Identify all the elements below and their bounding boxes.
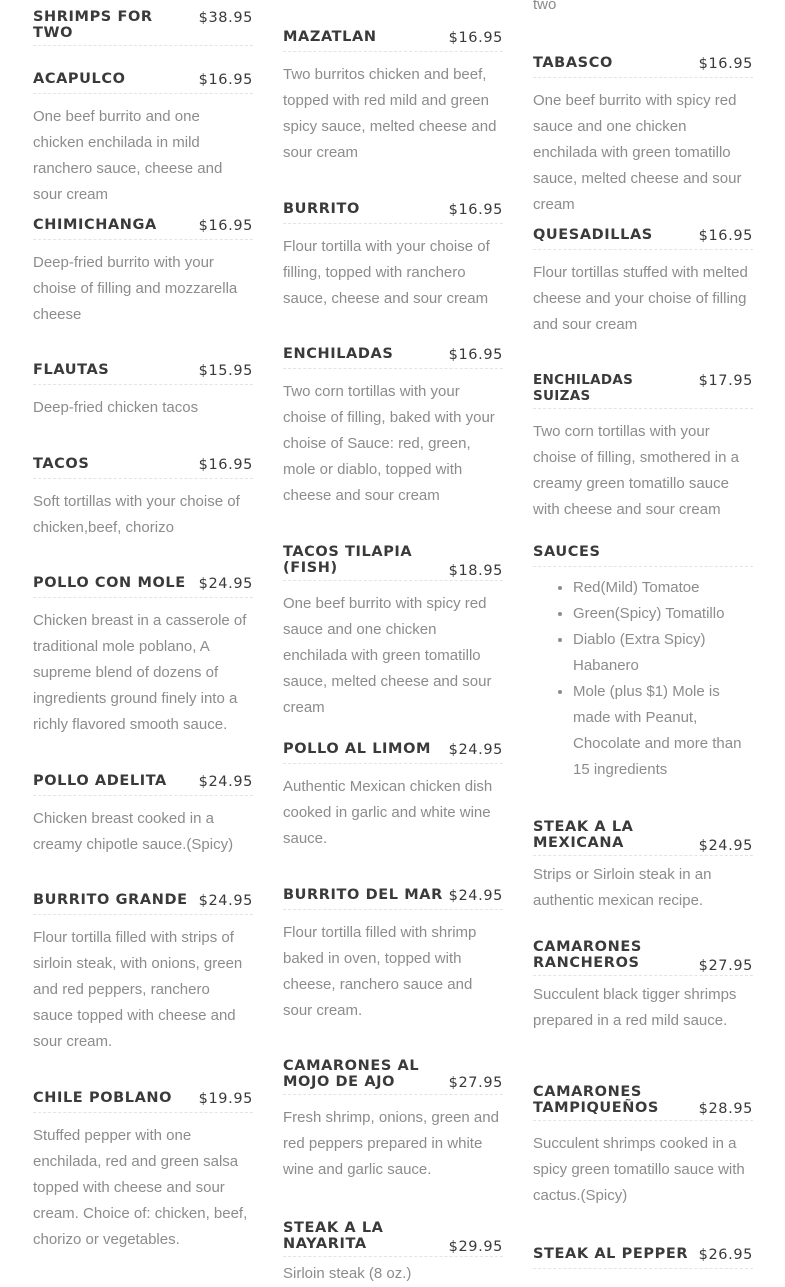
menu-item-price: $24.95 [198,893,253,909]
menu-item-price: $16.95 [698,228,753,244]
menu-item [533,227,753,338]
menu-item-header [33,575,253,598]
menu-item [33,892,253,1055]
description-fragment: two [533,0,557,13]
menu-item-description: One beef burrito and one chicken enchilada in mild ranchero sauce, cheese and sour cream [33,108,223,203]
menu-item [283,1220,503,1287]
menu-item-name: FLAUTAS [33,362,110,378]
menu-item-name: CHIMICHANGA [33,217,157,233]
menu-item-price: $16.95 [198,72,253,88]
menu-item [533,55,753,218]
menu-item-description: Strips or Sirloin steak in an authentic mexican recipe. [533,866,712,909]
menu-item-name: CHILE POBLANO [33,1090,173,1106]
sauce-item: • Red(Mild) Tomatoe [573,575,753,601]
menu-item-name: BURRITO GRANDE [33,892,188,908]
menu-item-description: One beef burrito with spicy red sauce and one chicken enchilada with green tomatillo sauce, melted cheese and sour cream [533,92,742,213]
menu-item [33,456,253,541]
menu-item-name: STEAK A LA MEXICANA [533,819,634,851]
menu-item-description: Flour tortillas stuffed with melted cheese and your choise of filling and sour cream [533,264,748,333]
menu-item-name: CAMARONES RANCHEROS [533,939,642,971]
menu-item-header [283,887,503,910]
menu-item [283,29,503,166]
menu-item [533,372,753,523]
menu-item-name: QUESADILLAS [533,227,653,243]
menu-item [33,217,253,328]
menu-item-description: Succulent shrimps cooked in a spicy green tomatillo sauce with cactus.(Spicy) [533,1135,745,1204]
menu-item [283,346,503,509]
sauces-title: SAUCES [533,544,601,560]
menu-item-description: Stuffed pepper with one enchilada, red and green salsa topped with cheese and sour cream. Choice of: chicken, beef, chorizo or vegetables. [33,1127,248,1248]
menu-item-price: $18.95 [448,563,503,579]
menu-item-description: Chicken breast cooked in a creamy chipotle sauce.(Spicy) [33,810,234,853]
menu-item-description: Flour tortilla filled with shrimp baked in oven, topped with cheese, ranchero sauce and sour cream. [283,924,477,1019]
menu-item-name: POLLO ADELITA [33,773,167,789]
menu-item-price: $16.95 [448,202,503,218]
menu-item-header [33,773,253,796]
sauces-list [533,575,753,783]
menu-item-header [283,544,503,581]
menu-item-description: Flour tortilla filled with strips of sirloin steak, with onions, green and red peppers, ranchero sauce topped with cheese and sour cream. [33,929,243,1050]
menu-item-description: Chicken breast in a casserole of traditional mole poblano, A supreme blend of dozens of ingredients ground finely into a richly flavored smooth sauce. [33,612,247,733]
menu-item-header [33,892,253,915]
menu-item-name: TABASCO [533,55,613,71]
menu-item-name: STEAK A LA NAYARITA [283,1220,384,1252]
menu-item-name: ENCHILADAS [283,346,394,362]
menu-item-header [33,362,253,385]
menu-item-description: Soft tortillas with your choise of chicken,beef, chorizo [33,493,240,536]
menu-item-price: $16.95 [198,457,253,473]
menu-item [33,773,253,858]
menu-item [33,362,253,421]
menu-item-price: $15.95 [198,363,253,379]
menu-item-description: One beef burrito with spicy red sauce and one chicken enchilada with green tomatillo sauce, melted cheese and sour cream [283,595,492,716]
menu-item-header [33,9,253,46]
menu-item [33,9,253,46]
menu-item-header [283,29,503,52]
menu-item-header [283,201,503,224]
menu-item-description: Two corn tortillas with your choise of filling, baked with your choise of Sauce: red, green, mole or diablo, topped with cheese and sour cream [283,383,495,504]
menu-item [283,1058,503,1183]
menu-item-description: Authentic Mexican chicken dish cooked in garlic and white wine sauce. [283,778,493,847]
menu-item [533,819,753,914]
menu-item-header [533,227,753,250]
menu-item [283,544,503,721]
menu-item-description: Deep-fried burrito with your choise of filling and mozzarella cheese [33,254,238,323]
menu-item-header [283,741,503,764]
menu-item-description: Two corn tortillas with your choise of filling, smothered in a creamy green tomatillo sauce with cheese and sour cream [533,423,739,518]
menu-item-price: $24.95 [448,742,503,758]
menu-item-price: $16.95 [448,30,503,46]
menu-item-price: $26.95 [698,1247,753,1263]
menu-item-price: $16.95 [448,347,503,363]
menu-item-price: $16.95 [198,218,253,234]
menu-item-name: ENCHILADAS SUIZAS [533,372,634,404]
menu-item-name: POLLO AL LIMOM [283,741,432,757]
menu-item-name: STEAK AL PEPPER [533,1246,689,1262]
menu-item-price: $28.95 [698,1101,753,1117]
menu-item-header [533,372,753,409]
menu-item-name: TACOS [33,456,90,472]
menu-item-name: POLLO CON MOLE [33,575,186,591]
menu-item-price: $24.95 [198,774,253,790]
menu-item-description: Flour tortilla with your choise of filling, topped with ranchero sauce, cheese and sour cream [283,238,490,307]
menu-item-description: Deep-fried chicken tacos [33,399,199,416]
menu-item-price: $16.95 [698,56,753,72]
menu-item-description: Sirloin steak (8 oz.) [283,1265,412,1282]
menu-item [533,939,753,1034]
menu-item-name: ACAPULCO [33,71,126,87]
menu-item-name: BURRITO DEL MAR [283,887,443,903]
menu-item-header [33,1090,253,1113]
menu-item-price: $38.95 [198,10,253,26]
menu-item-header [33,71,253,94]
menu-item-header [533,819,753,856]
menu-item-name: MAZATLAN [283,29,377,45]
menu-item [33,575,253,738]
menu-item-description: Succulent black tigger shrimps prepared in a red mild sauce. [533,986,737,1029]
menu-item-price: $27.95 [698,958,753,974]
menu-item-header [283,1058,503,1095]
menu-item-price: $24.95 [698,838,753,854]
menu-item-header [533,55,753,78]
sauce-item: Habanero [573,657,639,674]
menu-item-header [283,1220,503,1257]
menu-item-price: $24.95 [448,888,503,904]
menu-item-header [533,939,753,976]
menu-item [533,1084,753,1209]
menu-item-price: $17.95 [698,373,753,389]
sauces-section [533,544,753,783]
menu-item-price: $27.95 [448,1075,503,1091]
menu-item-header [283,346,503,369]
menu-item [283,887,503,1024]
menu-item [33,71,253,208]
menu-item [33,1090,253,1253]
menu-item-header [33,217,253,240]
menu-item-name: TACOS TILAPIA (FISH) [283,544,413,576]
menu-item-description: Two burritos chicken and beef, topped with red mild and green spicy sauce, melted cheese and sour cream [283,66,497,161]
sauce-item: • Green(Spicy) Tomatillo [573,601,753,627]
sauce-item: • Diablo (Extra Spicy) [573,627,753,653]
menu-item-header [533,1084,753,1121]
menu-item [283,201,503,312]
menu-item-header [33,456,253,479]
menu-item-name: CAMARONES AL MOJO DE AJO [283,1058,420,1090]
menu-item-price: $19.95 [198,1091,253,1107]
menu-item-price: $29.95 [448,1239,503,1255]
menu-item-name: CAMARONES TAMPIQUEÑOS [533,1084,659,1116]
menu-item-header [533,544,753,567]
menu-item [283,741,503,852]
menu-item-name: BURRITO [283,201,360,217]
menu-item-header [533,1246,753,1269]
menu-item-description: Fresh shrimp, onions, green and red peppers prepared in white wine and garlic sauce. [283,1109,499,1178]
menu-item-price: $24.95 [198,576,253,592]
sauce-item: • Mole (plus $1) Mole is made with Peanut, Chocolate and more than 15 ingredients [573,679,753,783]
menu-item [533,1246,753,1269]
menu-item-name: SHRIMPS FOR TWO [33,9,153,41]
